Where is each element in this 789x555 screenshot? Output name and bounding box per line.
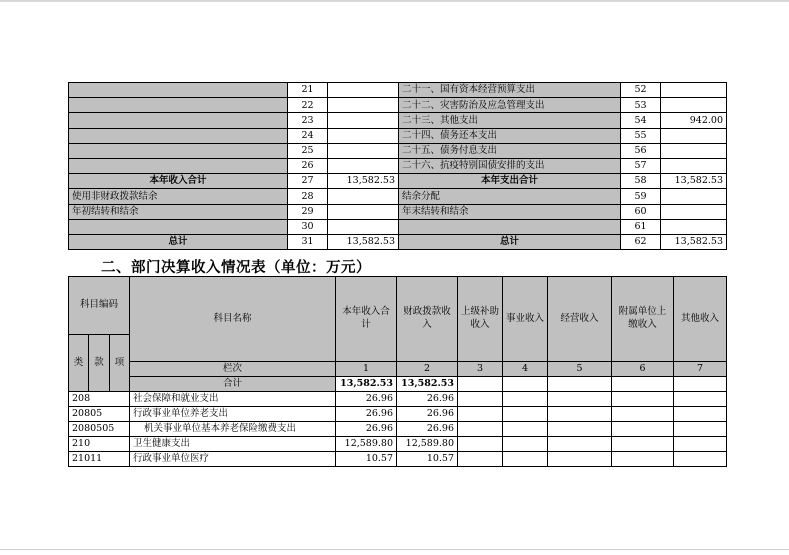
summary-right-label: 二十六、抗疫特别国债安排的支出 (399, 158, 621, 173)
subject-code: 208 (69, 392, 130, 407)
summary-right-label: 二十二、灾害防治及应急管理支出 (399, 98, 621, 113)
income-table (68, 276, 727, 467)
summary-left-amt (328, 113, 399, 128)
income-value (548, 407, 612, 422)
subject-name: 机关事业单位基本养老保险缴费支出 (130, 422, 336, 437)
summary-right-label: 结余分配 (399, 189, 621, 204)
summary-left-amt (328, 143, 399, 158)
section-title: 二、部门决算收入情况表（单位：万元） (101, 260, 371, 276)
income-row (69, 422, 727, 437)
income-value (612, 452, 674, 467)
summary-left-label (69, 143, 288, 158)
income-value (458, 452, 503, 467)
summary-left-label (69, 83, 288, 98)
summary-right-amt (661, 128, 727, 143)
summary-right-amt: 13,582.53 (661, 174, 727, 189)
col-number: 1 (336, 362, 397, 377)
xiang-header: 项 (110, 335, 130, 392)
summary-left-label (69, 98, 288, 113)
summary-left-no: 23 (288, 113, 328, 128)
summary-right-amt (661, 219, 727, 234)
lanci-label: 栏次 (130, 362, 336, 377)
col-number: 3 (458, 362, 503, 377)
summary-row (69, 83, 727, 98)
col2-header: 财政拨款收入 (397, 277, 458, 362)
col-number: 5 (548, 362, 612, 377)
income-value: 26.96 (397, 407, 458, 422)
summary-right-amt (661, 83, 727, 98)
subject-name: 社会保障和就业支出 (130, 392, 336, 407)
summary-right-no: 61 (621, 219, 661, 234)
subject-code-header: 科目编码 (69, 277, 130, 335)
summary-right-label: 二十一、国有资本经营预算支出 (399, 83, 621, 98)
income-value (612, 392, 674, 407)
income-value: 12,589.80 (336, 437, 397, 452)
summary-right-label: 年末结转和结余 (399, 204, 621, 219)
col5-header: 经营收入 (548, 277, 612, 362)
summary-left-label: 总计 (69, 234, 288, 249)
summary-right-no: 53 (621, 98, 661, 113)
summary-left-amt (328, 189, 399, 204)
summary-row (69, 189, 727, 204)
summary-right-amt (661, 143, 727, 158)
summary-left-no: 24 (288, 128, 328, 143)
summary-left-amt (328, 158, 399, 173)
summary-left-label (69, 158, 288, 173)
income-value (548, 422, 612, 437)
summary-right-amt: 13,582.53 (661, 234, 727, 249)
subject-code: 20805 (69, 407, 130, 422)
summary-left-no: 27 (288, 174, 328, 189)
summary-left-label (69, 219, 288, 234)
summary-row (69, 128, 727, 143)
summary-left-no: 30 (288, 219, 328, 234)
income-value: 26.96 (336, 407, 397, 422)
summary-left-label: 本年收入合计 (69, 174, 288, 189)
summary-row (69, 204, 727, 219)
total-value (458, 377, 503, 392)
total-value (548, 377, 612, 392)
income-value (503, 437, 548, 452)
col-number: 2 (397, 362, 458, 377)
summary-left-label (69, 128, 288, 143)
income-value (503, 392, 548, 407)
summary-right-amt: 942.00 (661, 113, 727, 128)
income-value (458, 407, 503, 422)
col6-header: 附属单位上缴收入 (612, 277, 674, 362)
summary-row (69, 174, 727, 189)
total-value: 13,582.53 (336, 377, 397, 392)
summary-left-no: 28 (288, 189, 328, 204)
summary-left-amt: 13,582.53 (328, 174, 399, 189)
summary-left-no: 26 (288, 158, 328, 173)
summary-right-no: 57 (621, 158, 661, 173)
summary-left-no: 31 (288, 234, 328, 249)
summary-right-no: 55 (621, 128, 661, 143)
col7-header: 其他收入 (674, 277, 727, 362)
total-value: 13,582.53 (397, 377, 458, 392)
income-value (548, 452, 612, 467)
income-value (458, 392, 503, 407)
summary-left-no: 25 (288, 143, 328, 158)
summary-right-amt (661, 204, 727, 219)
summary-row (69, 113, 727, 128)
summary-left-amt (328, 98, 399, 113)
income-row (69, 392, 727, 407)
income-row (69, 452, 727, 467)
income-value (674, 437, 727, 452)
summary-right-label: 二十三、其他支出 (399, 113, 621, 128)
summary-right-no: 52 (621, 83, 661, 98)
summary-left-amt (328, 204, 399, 219)
subject-code: 210 (69, 437, 130, 452)
income-value (503, 422, 548, 437)
income-value: 26.96 (397, 392, 458, 407)
summary-right-amt (661, 98, 727, 113)
summary-row (69, 98, 727, 113)
summary-row (69, 158, 727, 173)
summary-right-amt (661, 158, 727, 173)
income-value (548, 392, 612, 407)
income-value: 26.96 (336, 422, 397, 437)
total-value (674, 377, 727, 392)
summary-left-no: 22 (288, 98, 328, 113)
summary-right-label: 本年支出合计 (399, 174, 621, 189)
income-row (69, 437, 727, 452)
income-value (458, 437, 503, 452)
summary-right-no: 58 (621, 174, 661, 189)
income-value: 12,589.80 (397, 437, 458, 452)
income-value: 26.96 (397, 422, 458, 437)
income-value: 26.96 (336, 392, 397, 407)
summary-right-no: 60 (621, 204, 661, 219)
income-value (503, 452, 548, 467)
summary-right-no: 59 (621, 189, 661, 204)
summary-left-amt: 13,582.53 (328, 234, 399, 249)
summary-right-no: 54 (621, 113, 661, 128)
income-value: 10.57 (397, 452, 458, 467)
income-value (674, 422, 727, 437)
col-number: 4 (503, 362, 548, 377)
summary-right-no: 62 (621, 234, 661, 249)
income-row (69, 407, 727, 422)
summary-row (69, 219, 727, 234)
income-value (674, 452, 727, 467)
subject-name: 卫生健康支出 (130, 437, 336, 452)
summary-right-no: 56 (621, 143, 661, 158)
summary-right-label (399, 219, 621, 234)
income-value (674, 407, 727, 422)
summary-left-amt (328, 83, 399, 98)
col-number: 7 (674, 362, 727, 377)
income-value: 10.57 (336, 452, 397, 467)
col4-header: 事业收入 (503, 277, 548, 362)
summary-right-label: 总计 (399, 234, 621, 249)
summary-left-amt (328, 128, 399, 143)
income-value (548, 437, 612, 452)
lei-header: 类 (69, 335, 89, 392)
income-value (612, 422, 674, 437)
summary-row (69, 143, 727, 158)
summary-row (69, 234, 727, 249)
subject-code: 21011 (69, 452, 130, 467)
summary-left-amt (328, 219, 399, 234)
summary-table (68, 82, 727, 250)
summary-left-no: 21 (288, 83, 328, 98)
summary-left-label (69, 113, 288, 128)
income-value (612, 407, 674, 422)
income-value (674, 392, 727, 407)
total-label: 合计 (130, 377, 336, 392)
summary-left-label: 使用非财政拨款结余 (69, 189, 288, 204)
subject-name-header: 科目名称 (130, 277, 336, 362)
summary-right-amt (661, 189, 727, 204)
summary-left-no: 29 (288, 204, 328, 219)
income-value (503, 407, 548, 422)
subject-name: 行政事业单位医疗 (130, 452, 336, 467)
page-bottom-border (0, 549, 789, 550)
subject-name: 行政事业单位养老支出 (130, 407, 336, 422)
income-value (458, 422, 503, 437)
summary-right-label: 二十五、债务付息支出 (399, 143, 621, 158)
total-value (612, 377, 674, 392)
subject-code: 2080505 (69, 422, 130, 437)
col1-header: 本年收入合计 (336, 277, 397, 362)
col-number: 6 (612, 362, 674, 377)
summary-left-label: 年初结转和结余 (69, 204, 288, 219)
income-value (612, 437, 674, 452)
summary-right-label: 二十四、债务还本支出 (399, 128, 621, 143)
kuan-header: 款 (89, 335, 110, 392)
total-value (503, 377, 548, 392)
col3-header: 上级补助收入 (458, 277, 503, 362)
page-top-border (0, 0, 789, 2)
